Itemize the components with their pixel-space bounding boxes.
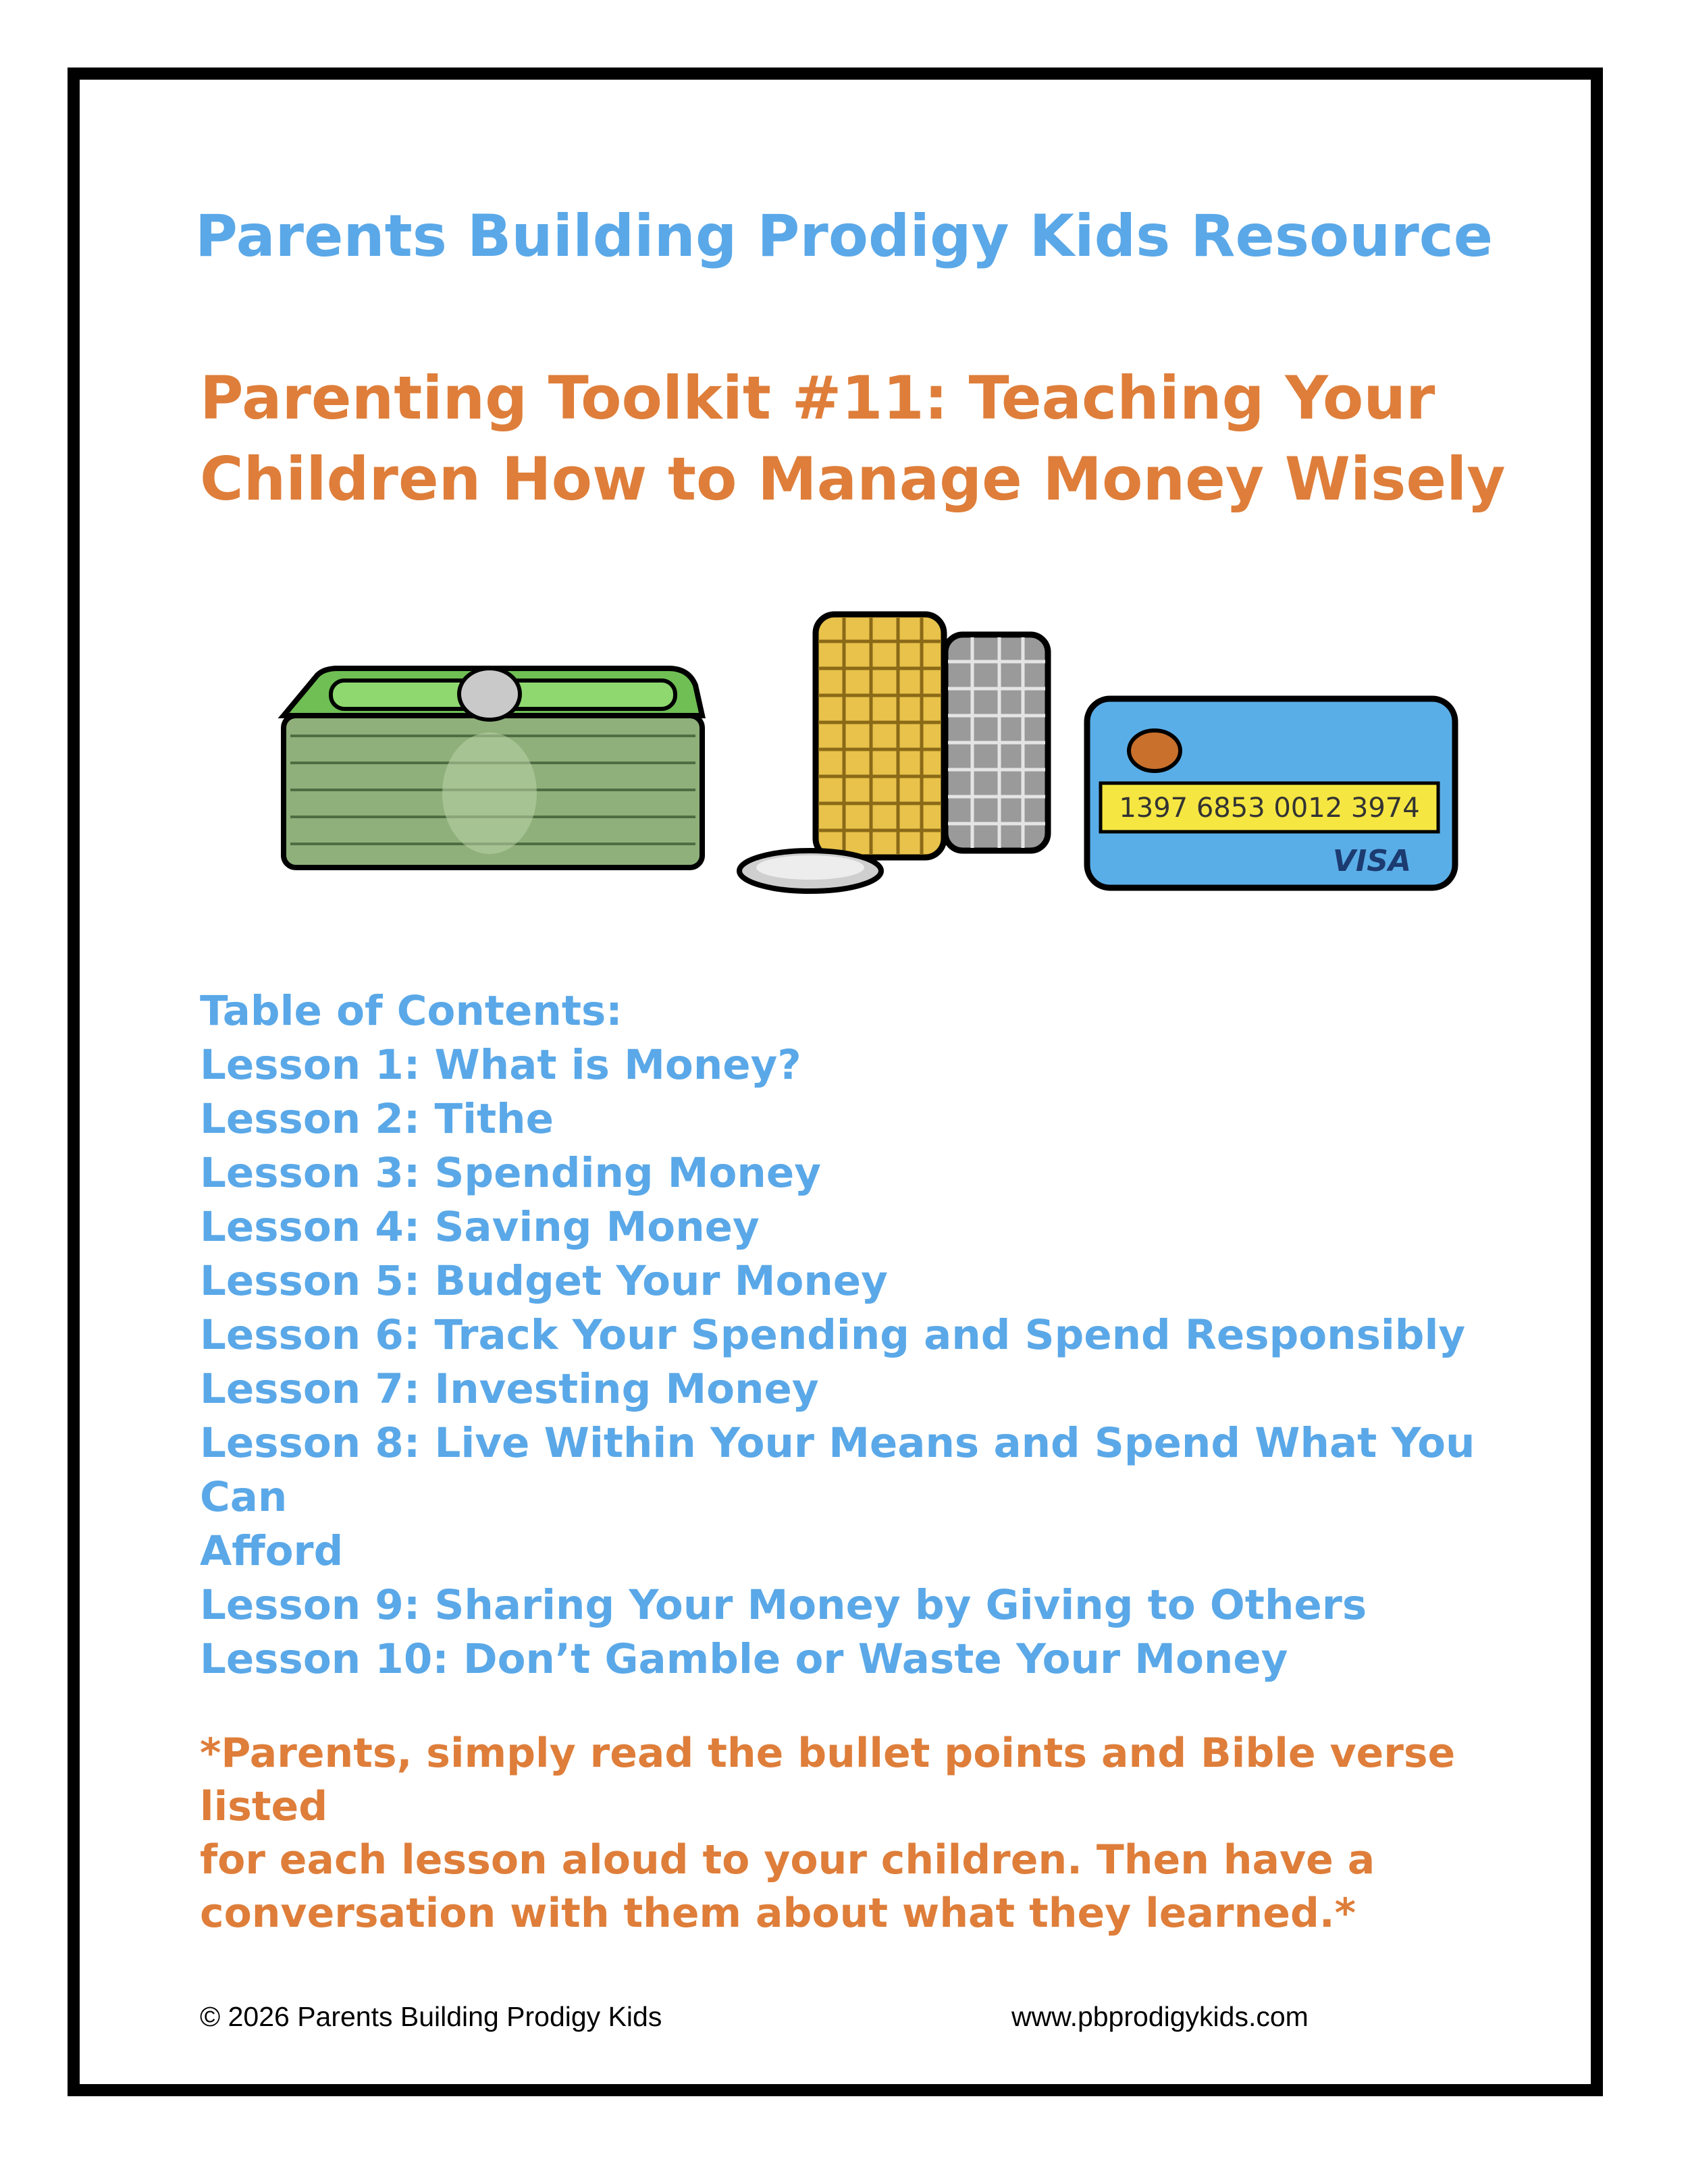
note-line-3: conversation with them about what they learned.* [200,1890,1356,1937]
toc-lesson-6: Lesson 6: Track Your Spending and Spend Responsibly [200,1311,1466,1359]
table-of-contents [200,984,1550,1686]
note-line-1: *Parents, simply read the bullet points and Bible verse listed [200,1730,1456,1830]
silver-coin-icon [739,851,881,891]
card-number: 1397 6853 0012 3974 [1119,793,1420,824]
copyright: © 2026 Parents Building Prodigy Kids [200,2001,662,2032]
toc-lesson-2: Lesson 2: Tithe [200,1095,554,1143]
money-illustration [263,601,1465,905]
toc-lesson-4: Lesson 4: Saving Money [200,1203,760,1251]
website-link[interactable]: www.pbprodigykids.com [1011,2001,1309,2032]
toolkit-title-line-2: Children How to Manage Money Wisely [200,444,1506,514]
note-line-2: for each lesson aloud to your children. Then have a [200,1836,1375,1884]
resource-title: Parents Building Prodigy Kids Resource [194,203,1494,270]
toc-lesson-7: Lesson 7: Investing Money [200,1365,819,1413]
gold-coin-stack-icon [816,614,944,857]
toc-lesson-8-continued: Afford [200,1527,344,1575]
toolkit-title-line-1: Parenting Toolkit #11: Teaching Your [200,363,1435,433]
credit-card-icon [1087,699,1455,888]
toc-lesson-3: Lesson 3: Spending Money [200,1149,821,1197]
card-brand: VISA [1332,844,1411,878]
cash-stack-icon [284,668,702,868]
toc-lesson-1: Lesson 1: What is Money? [200,1041,801,1089]
toc-heading: Table of Contents: [200,987,623,1035]
toc-lesson-5: Lesson 5: Budget Your Money [200,1257,888,1305]
silver-coin-stack-icon [945,635,1048,851]
toc-lesson-9: Lesson 9: Sharing Your Money by Giving to Others [200,1581,1367,1629]
parent-instructions [200,1727,1537,1940]
toolkit-title [200,358,1516,520]
toc-lesson-8: Lesson 8: Live Within Your Means and Spend What You Can [200,1419,1475,1521]
toc-lesson-10: Lesson 10: Don’t Gamble or Waste Your Money [200,1635,1288,1683]
